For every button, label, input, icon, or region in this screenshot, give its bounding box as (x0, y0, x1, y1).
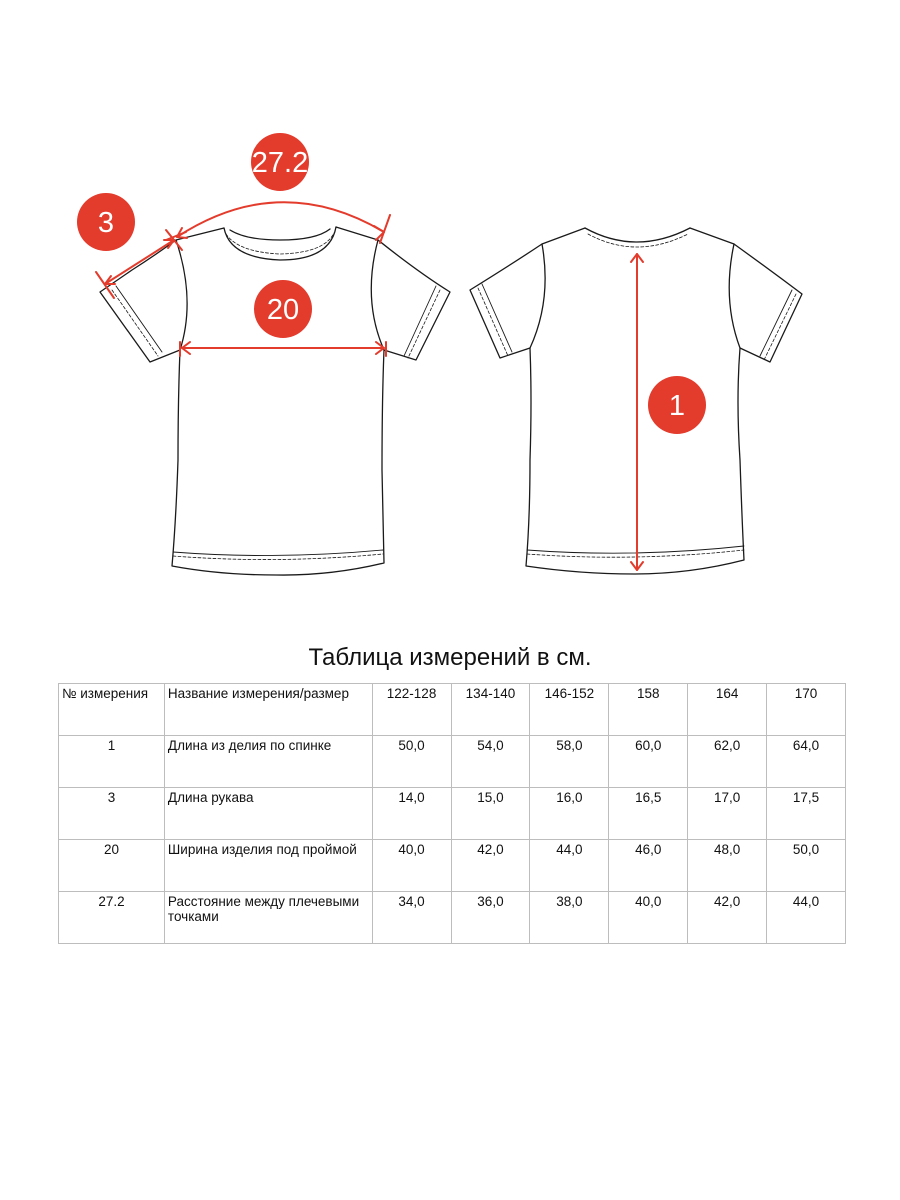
marker-badge-20 (254, 280, 312, 338)
table-cell: 38,0 (530, 892, 609, 944)
table-cell: 17,5 (767, 788, 846, 840)
measure-line-20 (180, 342, 386, 356)
table-cell: 20 (59, 840, 165, 892)
table-cell: 16,0 (530, 788, 609, 840)
header-cell: Название измерения/размер (164, 684, 372, 736)
table-cell: 50,0 (372, 736, 451, 788)
header-cell: 164 (688, 684, 767, 736)
table-cell: 42,0 (451, 840, 530, 892)
table-cell: 1 (59, 736, 165, 788)
tshirt-front-collar-inner (230, 229, 330, 240)
marker-label-27-2: 27.2 (251, 147, 309, 179)
table-row (59, 892, 846, 944)
tshirt-back-sleeve-hem-right (760, 290, 792, 356)
table-cell: 62,0 (688, 736, 767, 788)
tshirt-front-bottom-hem-2 (173, 554, 383, 560)
tshirt-front-sleeve-hem-right-2 (408, 290, 440, 358)
tshirt-front (100, 227, 450, 575)
tshirt-front-collar-outer (224, 227, 336, 260)
tshirt-front-bottom-hem (173, 550, 383, 556)
table-cell: 14,0 (372, 788, 451, 840)
tshirt-back-collar (585, 228, 690, 242)
table-cell: 48,0 (688, 840, 767, 892)
tshirt-back-armhole-right (729, 244, 740, 348)
header-cell: 146-152 (530, 684, 609, 736)
table-cell: 44,0 (767, 892, 846, 944)
table-cell: 40,0 (609, 892, 688, 944)
tshirt-front-sleeve-hem-left-2 (112, 290, 158, 356)
table-cell: Длина из делия по спинке (164, 736, 372, 788)
marker-badge-1 (648, 376, 706, 434)
tshirt-front-armhole-left (176, 240, 187, 350)
tshirt-back-sleeve-hem-left-2 (478, 288, 508, 356)
table-title: Таблица измерений в см. (308, 644, 592, 671)
tshirt-back-sleeve-hem-right-2 (764, 294, 796, 360)
table-cell: 64,0 (767, 736, 846, 788)
table-row (59, 736, 846, 788)
table-cell: 50,0 (767, 840, 846, 892)
table-cell: 3 (59, 788, 165, 840)
header-cell: 158 (609, 684, 688, 736)
table-cell: 15,0 (451, 788, 530, 840)
table-row (59, 788, 846, 840)
table-cell: 17,0 (688, 788, 767, 840)
table-cell: 54,0 (451, 736, 530, 788)
tshirt-front-collar-stitch (226, 233, 334, 254)
tshirt-back-armhole-left (530, 244, 545, 348)
tshirt-front-outline (100, 227, 450, 575)
table-cell: 36,0 (451, 892, 530, 944)
marker-label-3: 3 (97, 207, 115, 239)
table-cell: 16,5 (609, 788, 688, 840)
marker-label-1: 1 (668, 390, 686, 422)
table-cell: 34,0 (372, 892, 451, 944)
measure-line-27-2 (166, 202, 390, 243)
marker-badge-3 (77, 193, 135, 251)
header-cell: 170 (767, 684, 846, 736)
header-cell: 134-140 (451, 684, 530, 736)
table-cell: 44,0 (530, 840, 609, 892)
tshirt-front-sleeve-hem-right (404, 286, 436, 356)
table-cell: 27.2 (59, 892, 165, 944)
size-table (58, 683, 846, 944)
tshirt-back-bottom-hem-2 (527, 550, 744, 557)
tshirt-front-sleeve-hem-left (116, 286, 162, 352)
table-header-row (59, 684, 846, 736)
table-cell: Длина рукава (164, 788, 372, 840)
header-cell: № измерения (59, 684, 165, 736)
table-cell: 58,0 (530, 736, 609, 788)
tshirt-back-bottom-hem (527, 546, 744, 553)
measure-line-1 (631, 254, 643, 570)
table-cell: 42,0 (688, 892, 767, 944)
table-row (59, 840, 846, 892)
tshirt-front-armhole-right (371, 240, 384, 350)
table-cell: 40,0 (372, 840, 451, 892)
table-cell: 46,0 (609, 840, 688, 892)
marker-badge-27-2 (251, 133, 309, 191)
table-cell: Расстояние между плечевыми точками (164, 892, 372, 944)
tshirt-back-sleeve-hem-left (482, 284, 512, 352)
marker-label-20: 20 (266, 294, 300, 326)
table-cell: Ширина изделия под проймой (164, 840, 372, 892)
table-cell: 60,0 (609, 736, 688, 788)
header-cell: 122-128 (372, 684, 451, 736)
